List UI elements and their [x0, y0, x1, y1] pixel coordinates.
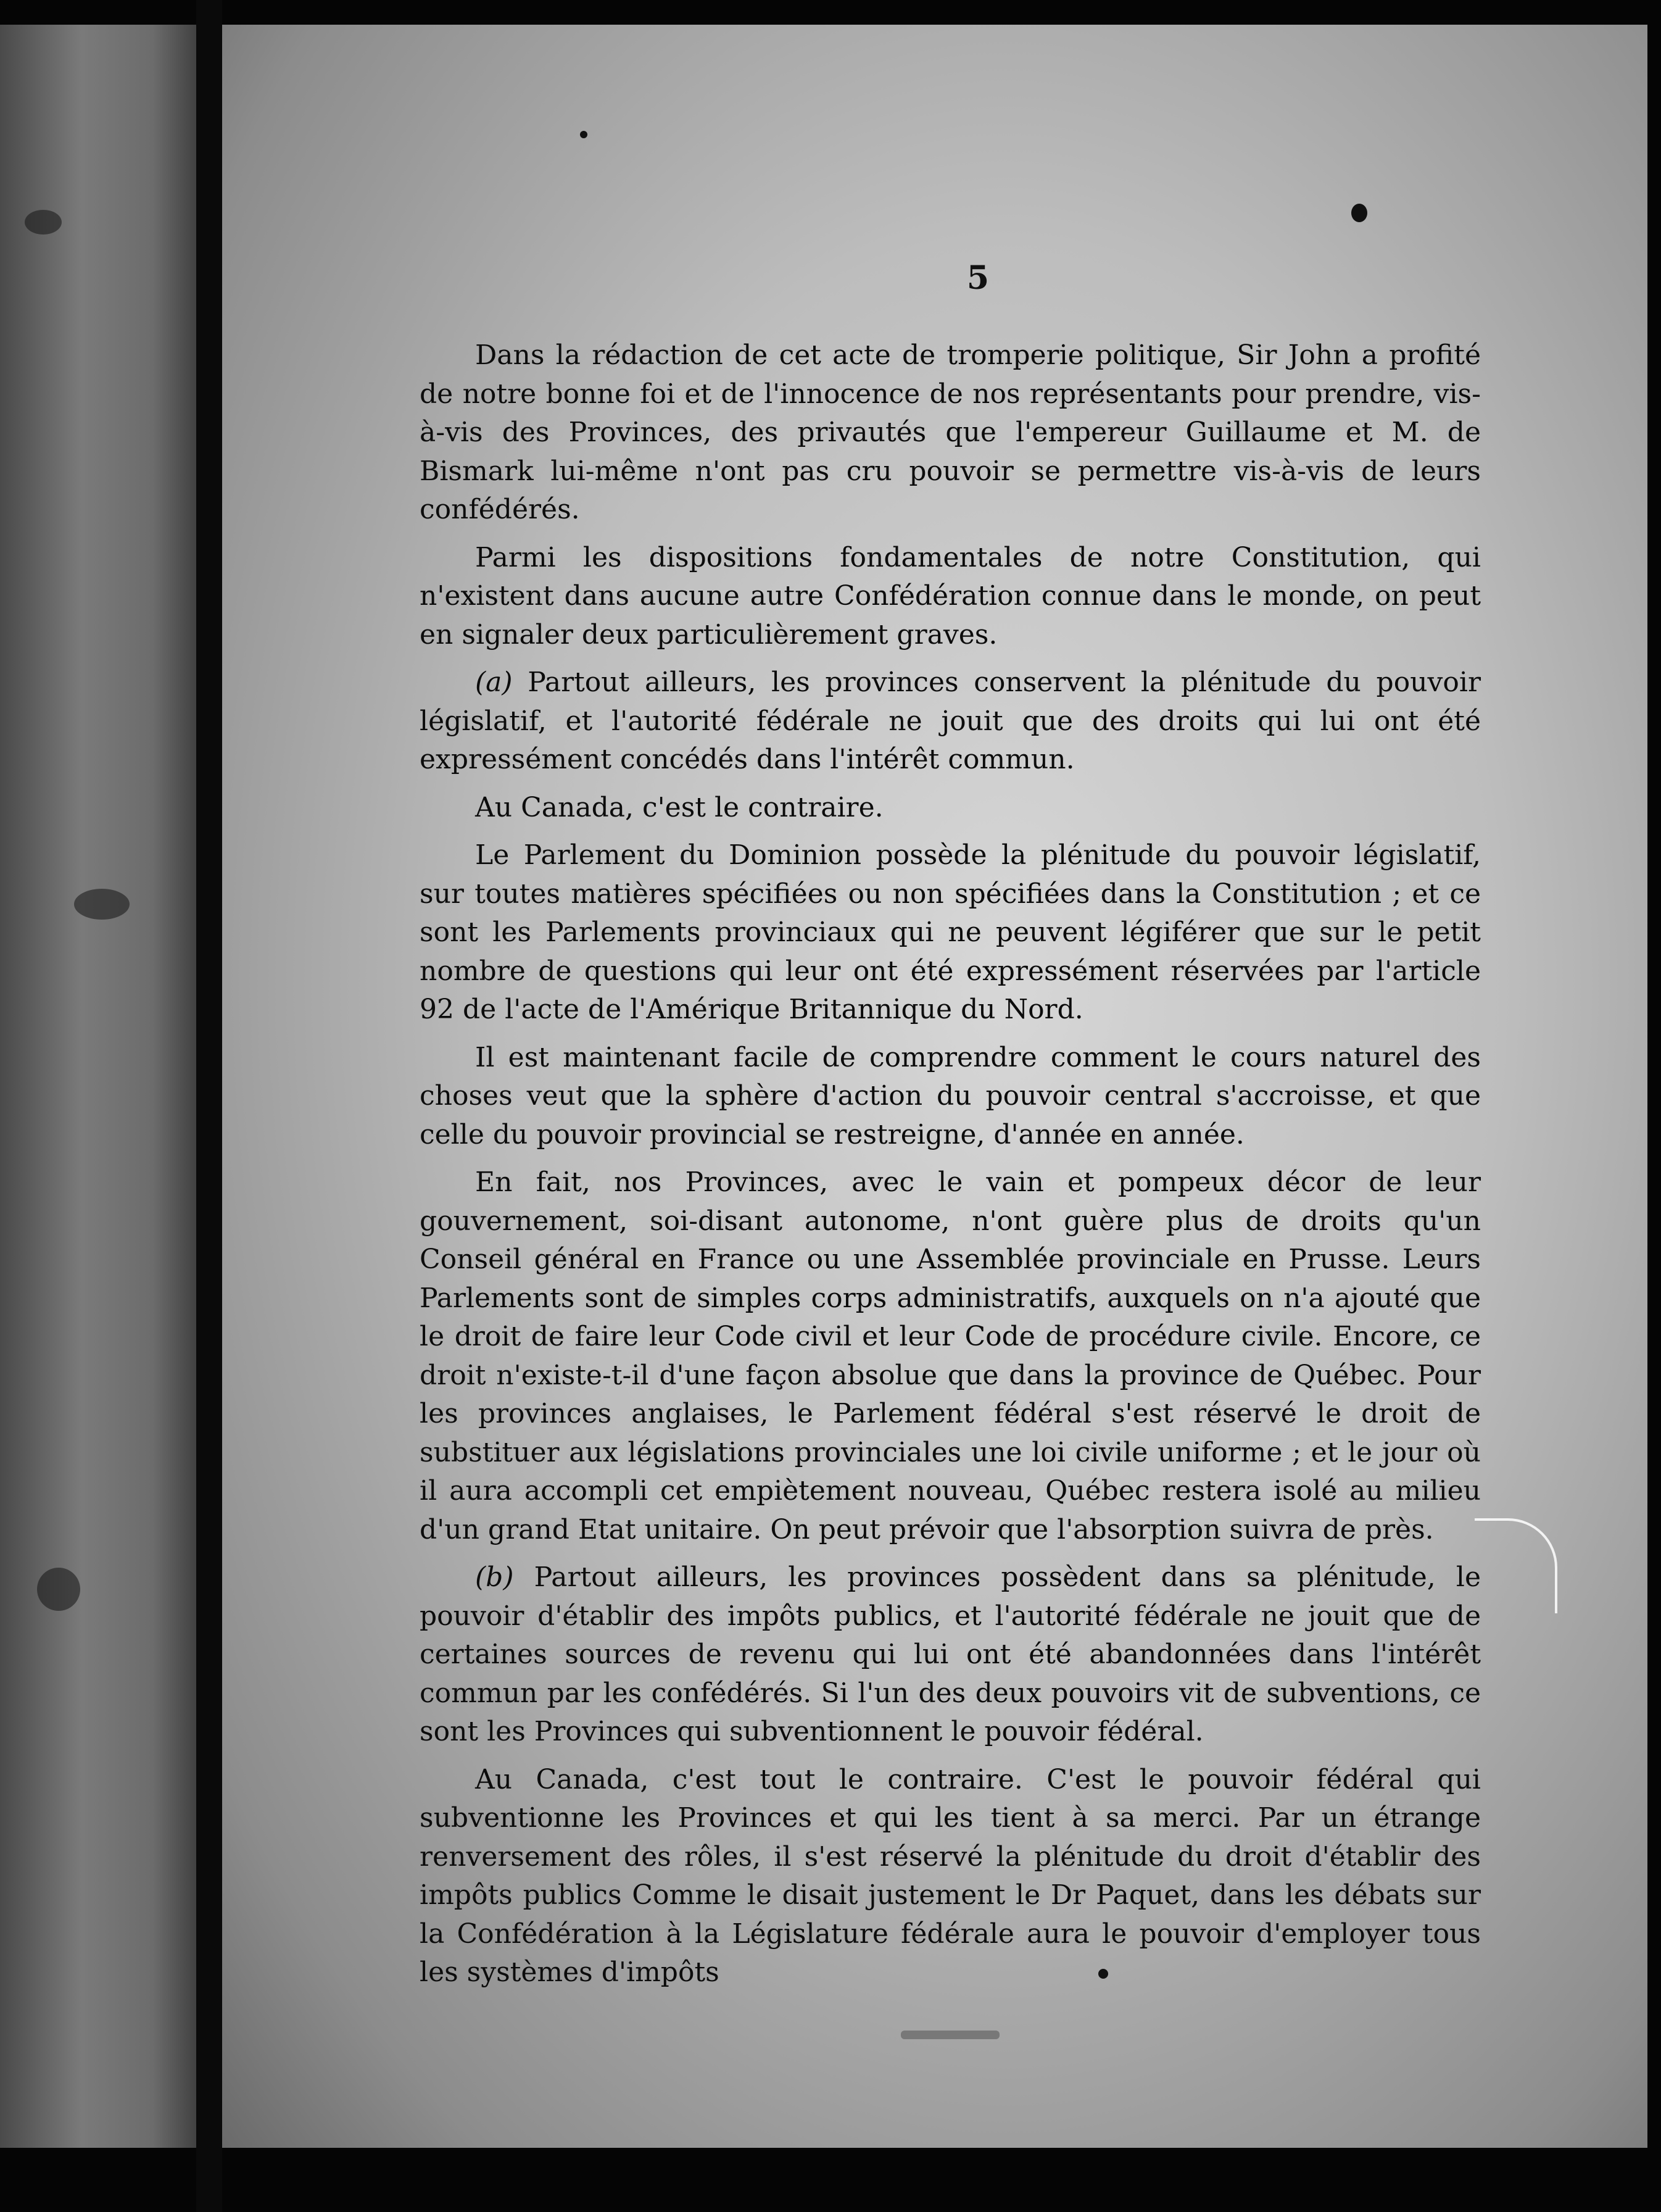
ink-speck [1351, 204, 1367, 222]
document-page [222, 25, 1647, 2148]
paragraph [420, 836, 1481, 1029]
paragraph [420, 1761, 1481, 1992]
paragraph-label: (a) [475, 667, 528, 698]
paragraph-text: Le Parlement du Dominion possède la plénitude du pouvoir législatif, sur toutes matières spécifiées ou non spécifiées dans la Constitution ; et ce sont les Parlements provinciaux qui ne peuvent légiférer que sur le petit nombre de questions qui leur ont été expressément réservées par l'article 92 de l'acte de l'Amérique Britannique du Nord. [420, 839, 1481, 1025]
paragraph [420, 539, 1481, 655]
paragraph [420, 336, 1481, 530]
paragraph [420, 789, 1481, 828]
page-stain [25, 210, 62, 235]
paragraph-text: Partout ailleurs, les provinces possèdent dans sa plénitude, le pouvoir d'établir des impôts publics, et l'autorité fédérale ne jouit que de certaines sources de revenu qui lui ont été abandonnées dans l'intérêt commun par les confédérés. Si l'un des deux pouvoirs vit de subventions, ce sont les Provinces qui subventionnent le pouvoir fédéral. [420, 1561, 1481, 1747]
page-number: 5 [966, 259, 990, 297]
film-scratch [1475, 1518, 1557, 1613]
paragraph-label: (b) [475, 1561, 534, 1593]
page-stain [37, 1568, 80, 1611]
paragraph-text: Il est maintenant facile de comprendre comment le cours naturel des choses veut que la sphère d'action du pouvoir central s'accroisse, et que celle du pouvoir provincial se restreigne, d'année en année. [420, 1041, 1481, 1150]
paragraph-text: Dans la rédaction de cet acte de tromperie politique, Sir John a profité de notre bonne foi et de l'innocence de nos représentants pour prendre, vis-à-vis des Provinces, des privautés que l'empereur Guillaume et M. de Bismark lui-même n'ont pas cru pouvoir se permettre vis-à-vis de leurs confédérés. [420, 339, 1481, 525]
book-spine [196, 0, 222, 2212]
paragraph-text: Partout ailleurs, les provinces conservent la plénitude du pouvoir législatif, et l'autorité fédérale ne jouit que des droits qui lui ont été expressément concédés dans l'intérêt commun. [420, 667, 1481, 775]
facing-page-edge [0, 25, 204, 2148]
body-text [420, 336, 1481, 2002]
paragraph [420, 663, 1481, 780]
paragraph [420, 1163, 1481, 1549]
paragraph-text: Au Canada, c'est tout le contraire. C'est le pouvoir fédéral qui subventionne les Provinces et qui les tient à sa merci. Par un étrange renversement des rôles, il s'est réservé la plénitude du droit d'établir des impôts publics Comme le disait justement le Dr Paquet, dans les débats sur la Confédération à la Législature fédérale aura le pouvoir d'employer tous les systèmes d'impôts [420, 1763, 1481, 1988]
ink-speck [580, 131, 587, 138]
paragraph [420, 1558, 1481, 1752]
paragraph-text: Au Canada, c'est le contraire. [475, 791, 884, 823]
paragraph-text: En fait, nos Provinces, avec le vain et pompeux décor de leur gouvernement, soi-disant autonome, n'ont guère plus de droits qu'un Conseil général en France ou une Assemblée provinciale en Prusse. Leurs Parlements sont de simples corps administratifs, auxquels on n'a ajouté que le droit de faire leur Code civil et leur Code de procédure civile. Encore, ce droit n'existe-t-il d'une façon absolue que dans la province de Québec. Pour les provinces anglaises, le Parlement fédéral s'est réservé le droit de substituer aux législations provinciales une loi civile uniforme ; et le jour où il aura accompli cet empiètement nouveau, Québec restera isolé au milieu d'un grand Etat unitaire. On peut prévoir que l'absorption suivra de près. [420, 1166, 1481, 1545]
page-stain [74, 889, 130, 920]
paragraph-text: Parmi les dispositions fondamentales de notre Constitution, qui n'existent dans aucune autre Confédération connue dans le monde, on peut en signaler deux particulièrement graves. [420, 541, 1481, 651]
paragraph [420, 1039, 1481, 1155]
smudge-mark [901, 2031, 1000, 2039]
